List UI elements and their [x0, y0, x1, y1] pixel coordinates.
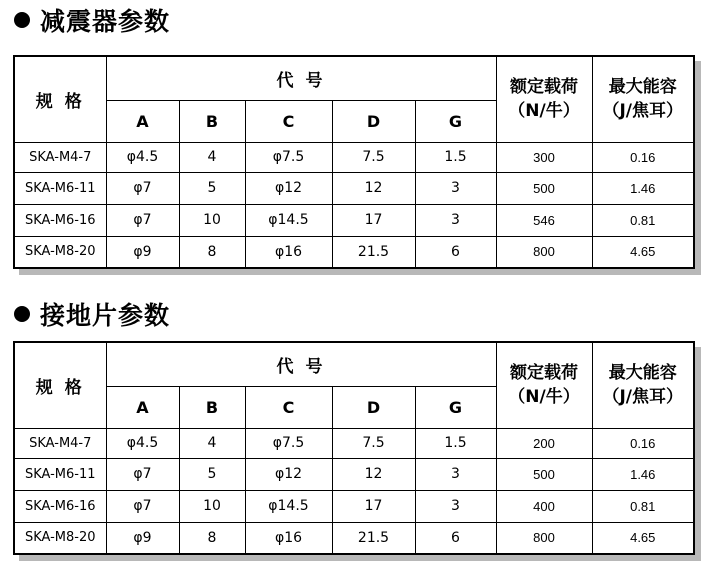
- cell-b: 5: [179, 172, 245, 204]
- cell-max-energy: 0.81: [592, 204, 694, 236]
- cell-rated-load: 400: [496, 490, 592, 522]
- cell-a: φ7: [106, 172, 179, 204]
- cell-g: 3: [415, 172, 496, 204]
- header-rated-load-line1: 额定载荷: [510, 363, 578, 384]
- bullet-icon: [14, 306, 30, 322]
- cell-rated-load: 800: [496, 236, 592, 268]
- header-max-energy-line2: （J/焦耳）: [602, 387, 684, 408]
- header-rated-load-line1: 额定载荷: [510, 77, 578, 98]
- cell-max-energy: 0.16: [592, 428, 694, 458]
- cell-g: 1.5: [415, 142, 496, 172]
- header-col-b: B: [179, 386, 245, 428]
- header-code: 代 号: [106, 56, 496, 100]
- cell-max-energy: 0.81: [592, 490, 694, 522]
- header-col-b: B: [179, 100, 245, 142]
- cell-c: φ7.5: [245, 428, 332, 458]
- cell-d: 12: [332, 172, 415, 204]
- cell-g: 6: [415, 236, 496, 268]
- cell-d: 21.5: [332, 522, 415, 554]
- header-col-d: D: [332, 386, 415, 428]
- cell-model: SKA-M6-16: [14, 204, 106, 236]
- cell-b: 10: [179, 204, 245, 236]
- cell-model: SKA-M6-16: [14, 490, 106, 522]
- header-col-g: G: [415, 100, 496, 142]
- cell-model: SKA-M4-7: [14, 428, 106, 458]
- cell-model: SKA-M8-20: [14, 522, 106, 554]
- header-col-c: C: [245, 100, 332, 142]
- table-row: [14, 142, 694, 172]
- table-row: [14, 428, 694, 458]
- header-max-energy-line2: （J/焦耳）: [602, 101, 684, 122]
- cell-a: φ7: [106, 204, 179, 236]
- header-col-c: C: [245, 386, 332, 428]
- header-rated-load: [496, 342, 592, 428]
- cell-b: 4: [179, 142, 245, 172]
- table-row: [14, 204, 694, 236]
- table-row: [14, 522, 694, 554]
- header-col-g: G: [415, 386, 496, 428]
- cell-rated-load: 500: [496, 458, 592, 490]
- cell-c: φ12: [245, 172, 332, 204]
- cell-a: φ9: [106, 236, 179, 268]
- cell-b: 10: [179, 490, 245, 522]
- cell-d: 12: [332, 458, 415, 490]
- cell-g: 1.5: [415, 428, 496, 458]
- cell-max-energy: 1.46: [592, 458, 694, 490]
- table-row: [14, 490, 694, 522]
- grounding-plate-table-wrap: [13, 341, 695, 555]
- cell-model: SKA-M6-11: [14, 172, 106, 204]
- header-rated-load-line2: （N/牛）: [508, 101, 580, 122]
- header-spec: 规 格: [14, 56, 106, 142]
- cell-rated-load: 546: [496, 204, 592, 236]
- cell-c: φ12: [245, 458, 332, 490]
- cell-d: 7.5: [332, 142, 415, 172]
- cell-model: SKA-M6-11: [14, 458, 106, 490]
- table-row: [14, 236, 694, 268]
- cell-rated-load: 500: [496, 172, 592, 204]
- cell-a: φ4.5: [106, 142, 179, 172]
- cell-c: φ14.5: [245, 204, 332, 236]
- header-max-energy: [592, 56, 694, 142]
- grounding-plate-table: [13, 341, 695, 555]
- cell-model: SKA-M8-20: [14, 236, 106, 268]
- cell-b: 8: [179, 236, 245, 268]
- header-col-a: A: [106, 100, 179, 142]
- header-code: 代 号: [106, 342, 496, 386]
- header-max-energy: [592, 342, 694, 428]
- cell-d: 7.5: [332, 428, 415, 458]
- cell-rated-load: 800: [496, 522, 592, 554]
- cell-b: 8: [179, 522, 245, 554]
- cell-g: 6: [415, 522, 496, 554]
- cell-b: 5: [179, 458, 245, 490]
- cell-a: φ9: [106, 522, 179, 554]
- cell-g: 3: [415, 490, 496, 522]
- header-rated-load-line2: （N/牛）: [508, 387, 580, 408]
- header-col-a: A: [106, 386, 179, 428]
- cell-d: 21.5: [332, 236, 415, 268]
- section-title-text: 接地片参数: [40, 301, 171, 330]
- cell-c: φ14.5: [245, 490, 332, 522]
- cell-model: SKA-M4-7: [14, 142, 106, 172]
- shock-absorber-table-wrap: [13, 55, 695, 269]
- cell-a: φ7: [106, 458, 179, 490]
- table-row: [14, 458, 694, 490]
- header-max-energy-line1: 最大能容: [608, 77, 677, 98]
- cell-max-energy: 1.46: [592, 172, 694, 204]
- section-title-shock-absorber: [14, 2, 170, 38]
- header-rated-load: [496, 56, 592, 142]
- cell-rated-load: 200: [496, 428, 592, 458]
- cell-c: φ7.5: [245, 142, 332, 172]
- cell-c: φ16: [245, 236, 332, 268]
- cell-rated-load: 300: [496, 142, 592, 172]
- cell-g: 3: [415, 458, 496, 490]
- header-max-energy-line1: 最大能容: [608, 363, 677, 384]
- shock-absorber-table: [13, 55, 695, 269]
- cell-max-energy: 4.65: [592, 236, 694, 268]
- cell-d: 17: [332, 490, 415, 522]
- header-spec: 规 格: [14, 342, 106, 428]
- cell-d: 17: [332, 204, 415, 236]
- cell-c: φ16: [245, 522, 332, 554]
- cell-g: 3: [415, 204, 496, 236]
- cell-a: φ4.5: [106, 428, 179, 458]
- section-title-grounding-plate: [14, 296, 170, 332]
- bullet-icon: [14, 12, 30, 28]
- header-col-d: D: [332, 100, 415, 142]
- section-title-text: 减震器参数: [40, 7, 171, 36]
- cell-max-energy: 0.16: [592, 142, 694, 172]
- cell-a: φ7: [106, 490, 179, 522]
- table-row: [14, 172, 694, 204]
- cell-max-energy: 4.65: [592, 522, 694, 554]
- cell-b: 4: [179, 428, 245, 458]
